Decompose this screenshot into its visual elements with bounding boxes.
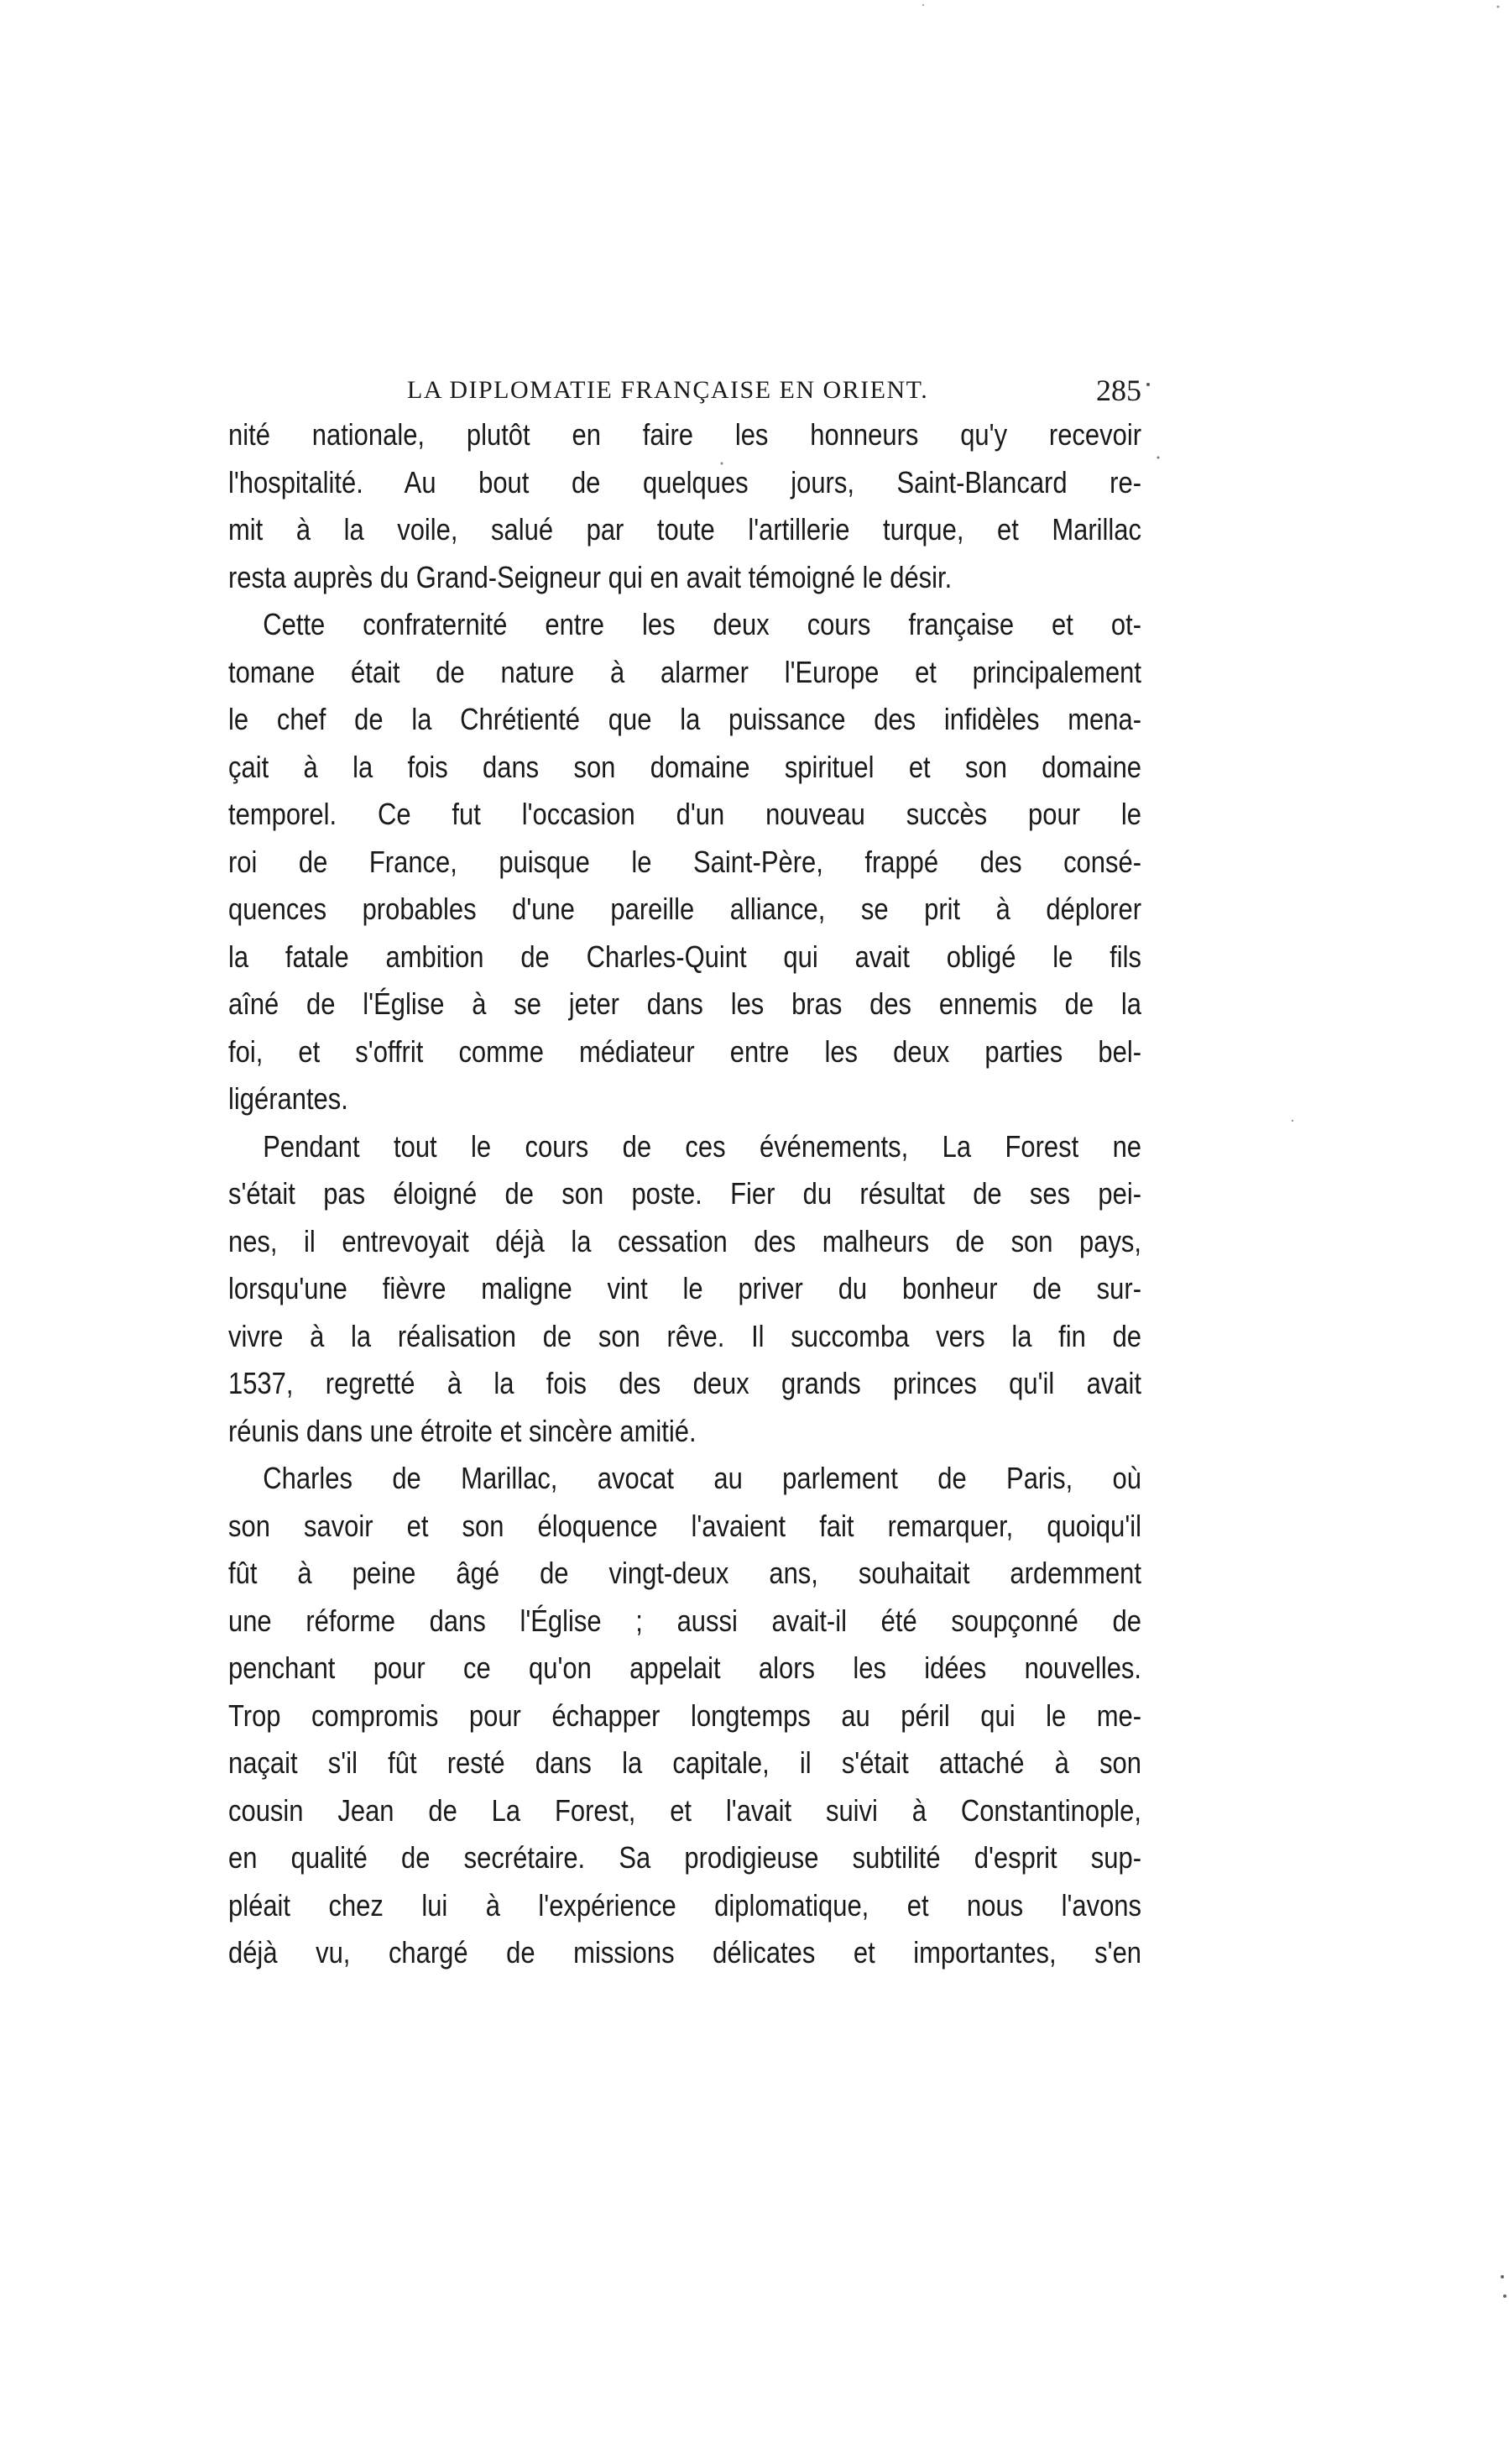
scan-speck xyxy=(1157,457,1160,459)
text-line: Pendant tout le cours de ces événements, La Forest ne xyxy=(263,1128,1142,1164)
text-line: pléait chez lui à l'expérience diplomatique, et nous l'avons xyxy=(228,1887,1142,1923)
text-line: la fatale ambition de Charles-Quint qui avait obligé le fils xyxy=(228,939,1142,974)
text-line: nes, il entrevoyait déjà la cessation des malheurs de son pays, xyxy=(228,1223,1142,1258)
text-line: tomane était de nature à alarmer l'Europe et principalement xyxy=(228,654,1142,689)
text-line: Cette confraternité entre les deux cours française et ot- xyxy=(263,607,1142,641)
page-number: 285 xyxy=(1096,374,1141,407)
scan-speck xyxy=(721,463,723,465)
text-line: réunis dans une étroite et sincère amitié. xyxy=(228,1413,697,1448)
text-line: Charles de Marillac, avocat au parlement de Paris, où xyxy=(263,1461,1142,1495)
text-line: aîné de l'Église à se jeter dans les bras des ennemis de la xyxy=(228,986,1142,1021)
text-line: le chef de la Chrétienté que la puissance des infidèles mena- xyxy=(228,702,1142,736)
text-line: l'hospitalité. Au bout de quelques jours, Saint-Blancard re- xyxy=(228,464,1142,500)
text-line: mit à la voile, salué par toute l'artillerie turque, et Marillac xyxy=(228,512,1142,547)
running-title: LA DIPLOMATIE FRANÇAISE EN ORIENT. xyxy=(407,376,929,404)
scan-speck xyxy=(1146,383,1150,386)
text-line: resta auprès du Grand-Seigneur qui en avait témoigné le désir. xyxy=(228,559,953,594)
text-line: fût à peine âgé de vingt-deux ans, souhaitait ardemment xyxy=(228,1556,1142,1590)
text-line: quences probables d'une pareille alliance, se prit à déplorer xyxy=(228,892,1142,926)
text-line: roi de France, puisque le Saint-Père, frappé des consé- xyxy=(228,844,1142,879)
text-line: Trop compromis pour échapper longtemps au péril qui le me- xyxy=(228,1698,1142,1733)
text-line: en qualité de secrétaire. Sa prodigieuse subtilité d'esprit sup- xyxy=(228,1840,1142,1875)
scan-speck xyxy=(1292,1120,1293,1122)
text-line: penchant pour ce qu'on appelait alors les idées nouvelles. xyxy=(228,1651,1142,1685)
text-line: nité nationale, plutôt en faire les honneurs qu'y recevoir xyxy=(228,417,1142,452)
text-line: 1537, regretté à la fois des deux grands princes qu'il avait xyxy=(228,1366,1142,1400)
text-line: son savoir et son éloquence l'avaient fait remarquer, quoiqu'il xyxy=(228,1508,1142,1543)
text-line: vivre à la réalisation de son rêve. Il succomba vers la fin de xyxy=(228,1318,1142,1353)
text-line: çait à la fois dans son domaine spirituel et son domaine xyxy=(228,749,1142,784)
scan-speck xyxy=(922,4,924,6)
scan-speck xyxy=(1503,2294,1506,2298)
text-line: foi, et s'offrit comme médiateur entre les deux parties bel- xyxy=(228,1033,1142,1069)
text-line: lorsqu'une fièvre maligne vint le priver du bonheur de sur- xyxy=(228,1271,1142,1305)
text-line: s'était pas éloigné de son poste. Fier du résultat de ses pei- xyxy=(228,1176,1142,1211)
text-line: une réforme dans l'Église ; aussi avait-il été soupçonné de xyxy=(228,1603,1142,1638)
scan-speck xyxy=(1501,2275,1504,2278)
text-line: cousin Jean de La Forest, et l'avait suivi à Constantinople, xyxy=(228,1792,1142,1828)
text-line: naçait s'il fût resté dans la capitale, il s'était attaché à son xyxy=(228,1745,1142,1780)
text-line: ligérantes. xyxy=(228,1081,348,1116)
text-line: déjà vu, chargé de missions délicates et importantes, s'en xyxy=(228,1935,1142,1970)
text-line: temporel. Ce fut l'occasion d'un nouveau succès pour le xyxy=(228,797,1142,831)
scan-speck xyxy=(1497,6,1500,8)
